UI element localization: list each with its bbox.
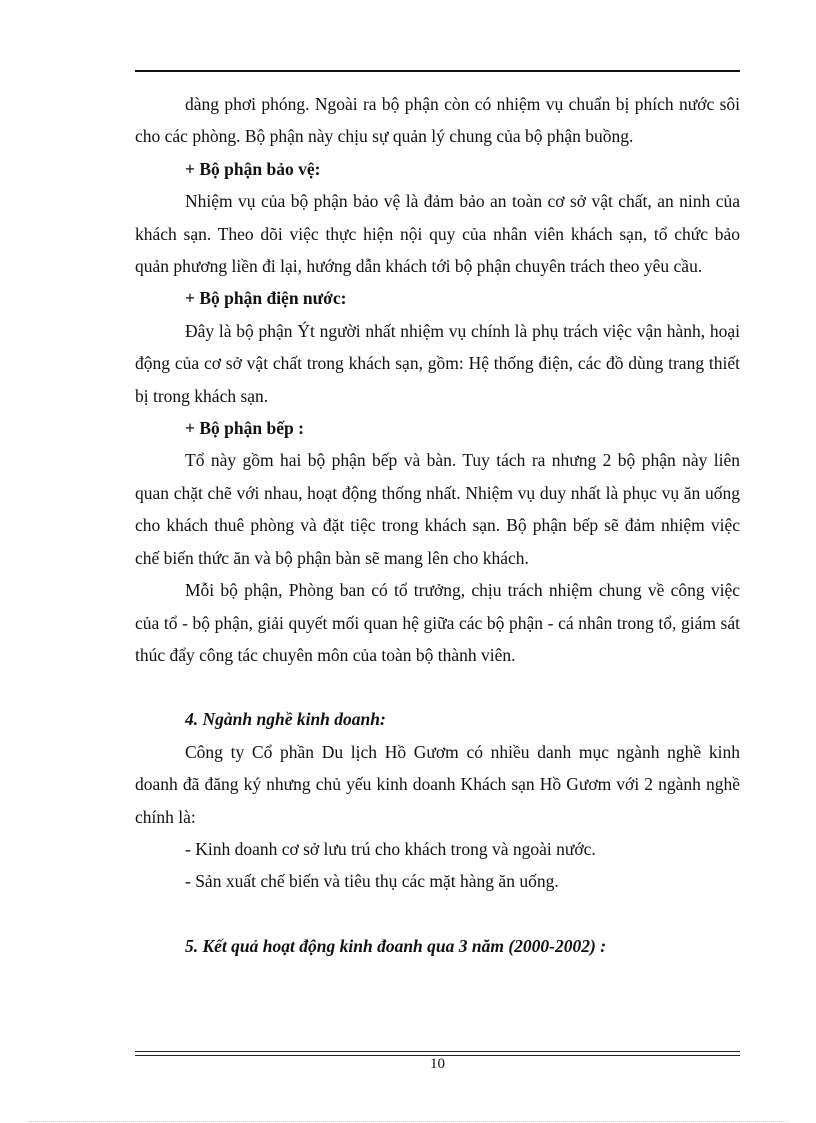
paragraph-bao-ve: Nhiệm vụ của bộ phận bảo vệ là đảm bảo an toàn cơ sở vật chất, an ninh của khách sạn. Theo dõi việc thực hiện nội quy của nhân viên khách sạn, tổ chức bảo quản phương liền đi lại, hướng dẫn khách tới bộ phận chuyên trách theo yêu cầu.: [135, 191, 740, 277]
heading-bep: + Bộ phận bếp :: [185, 418, 304, 439]
section-4-list-item: - Kinh doanh cơ sở lưu trú cho khách trong và ngoài nước.: [185, 838, 596, 859]
page-boundary-dotted-line: [28, 1121, 788, 1122]
section-4-paragraph: Công ty Cổ phần Du lịch Hồ Gươm có nhiều danh mục ngành nghề kinh doanh đã đăng ký nhưng chủ yếu kinh doanh Khách sạn Hồ Gươm với 2 ngành nghề chính là:: [135, 741, 740, 827]
spacer: [135, 898, 740, 930]
paragraph-buong-continued: dàng phơi phóng. Ngoài ra bộ phận còn có nhiệm vụ chuẩn bị phích nước sôi cho các phòng. Bộ phận này chịu sự quản lý chung của bộ phận buồng.: [135, 94, 740, 147]
heading-bao-ve: + Bộ phận bảo vệ:: [185, 158, 321, 179]
section-4-list-item: - Sản xuất chế biến và tiêu thụ các mặt hàng ăn uống.: [185, 871, 559, 892]
header-rule: [135, 70, 740, 72]
paragraph-bep: Tổ này gồm hai bộ phận bếp và bàn. Tuy tách ra nhưng 2 bộ phận này liên quan chặt chẽ với nhau, hoạt động thống nhất. Nhiệm vụ duy nhất là phục vụ ăn uống cho khách thuê phòng và đặt tiệc trong khách sạn. Bộ phận bếp sẽ đảm nhiệm việc chế biến thức ăn và bộ phận bàn sẽ mang lên cho khách.: [135, 450, 740, 568]
paragraph-moi-bo-phan: Mỗi bộ phận, Phòng ban có tổ trưởng, chịu trách nhiệm chung về công việc của tổ - bộ phận, giải quyết mối quan hệ giữa các bộ phận - cá nhân trong tổ, giám sát thúc đẩy công tác chuyên môn của toàn bộ thành viên.: [135, 580, 740, 665]
spacer: [135, 671, 740, 703]
page-number: 10: [430, 1056, 445, 1072]
section-5-title: 5. Kết quả hoạt động kinh đoanh qua 3 năm (2000-2002) :: [185, 935, 607, 956]
document-body: [135, 88, 740, 962]
paragraph-dien-nuoc: Đây là bộ phận Ýt người nhất nhiệm vụ chính là phụ trách việc vận hành, hoại động của cơ sở vật chất trong khách sạn, gồm: Hệ thống điện, các đồ dùng trang thiết bị trong khách sạn.: [135, 320, 740, 406]
heading-dien-nuoc: + Bộ phận điện nước:: [185, 288, 347, 309]
section-4-title: 4. Ngành nghề kinh doanh:: [185, 709, 386, 730]
